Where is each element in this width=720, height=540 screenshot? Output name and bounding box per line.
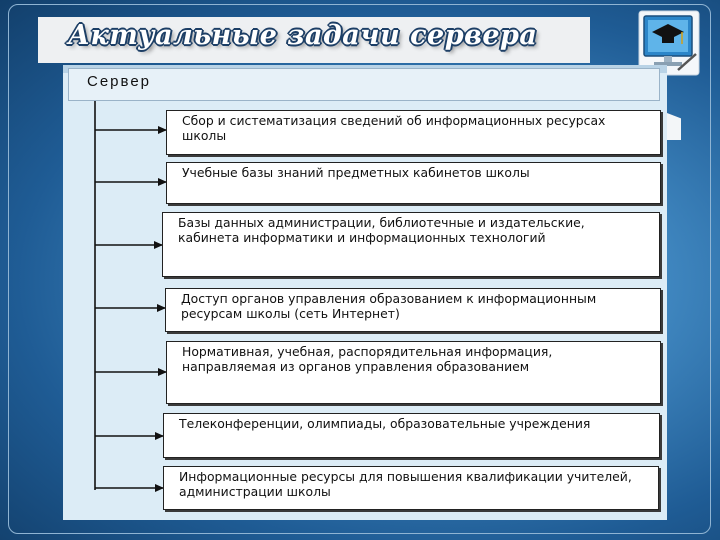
task-label: Нормативная, учебная, распорядительная информация, направляемая из органов управления образованием <box>182 344 553 374</box>
task-label: Телеконференции, олимпиады, образовательные учреждения <box>179 416 591 431</box>
task-label: Доступ органов управления образованием к информационным ресурсам школы (сеть Интернет) <box>181 291 597 321</box>
task-box <box>166 162 661 204</box>
task-label: Базы данных администрации, библиотечные и издательские, кабинета информатики и информационных технологий <box>178 215 585 245</box>
task-box <box>162 212 660 277</box>
slide-title: Актуальные задачи сервера <box>68 20 538 51</box>
task-box <box>163 466 659 510</box>
task-label: Информационные ресурсы для повышения квалификации учителей, администрации школы <box>179 469 632 499</box>
server-label: Сервер <box>87 73 152 90</box>
task-box <box>166 110 661 155</box>
task-label: Сбор и систематизация сведений об информационных ресурсах школы <box>182 113 606 143</box>
task-box <box>163 413 660 458</box>
task-box <box>166 341 661 404</box>
task-box <box>165 288 661 332</box>
task-label: Учебные базы знаний предметных кабинетов школы <box>182 165 530 180</box>
